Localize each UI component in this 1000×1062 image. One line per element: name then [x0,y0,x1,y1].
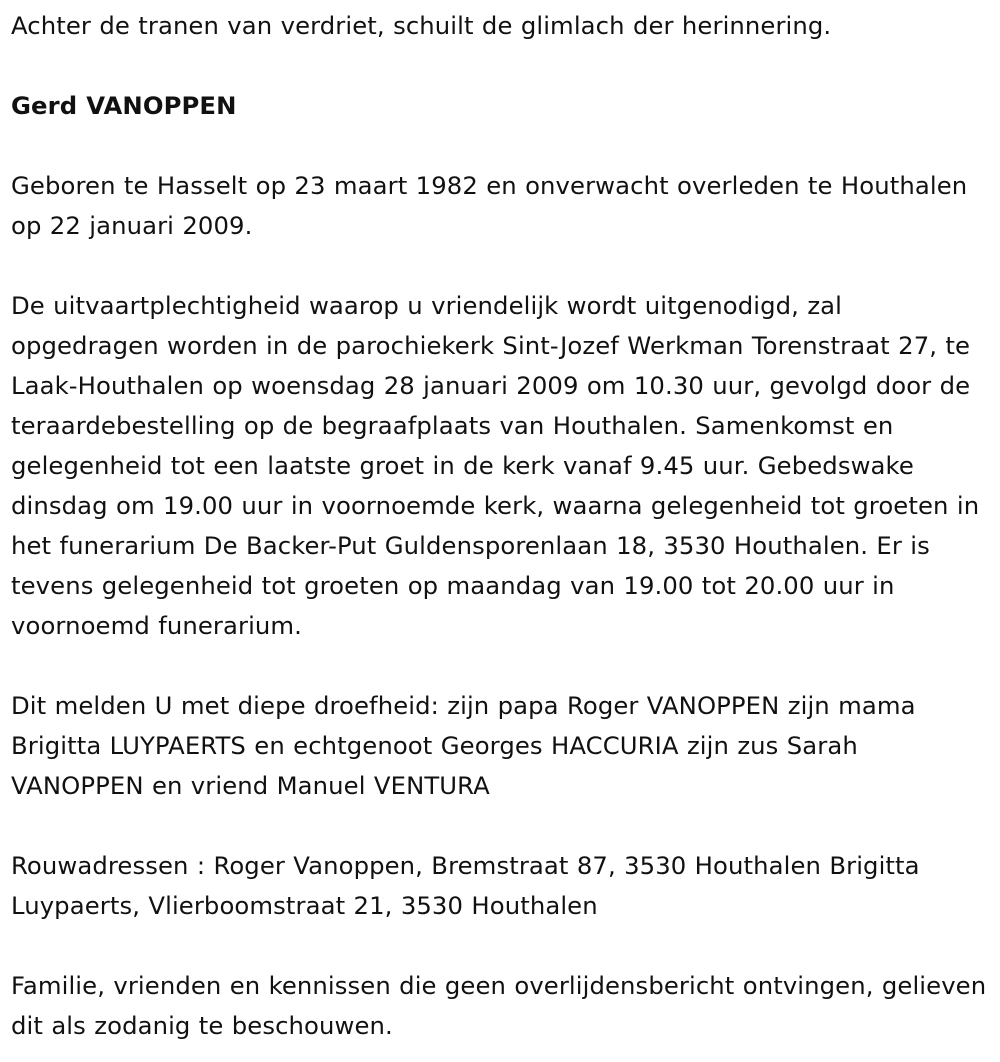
funeral-details-paragraph: De uitvaartplechtigheid waarop u vriendelijk wordt uitgenodigd, zal opgedragen worden in de parochiekerk Sint-Jozef Werkman Torenstraat 27, te Laak-Houthalen op woensdag 28 januari 2009 om 10.30 uur, gevolgd door de teraardebestelling op de begraafplaats van Houthalen. Samenkomst en gelegenheid tot een laatste groet in de kerk vanaf 9.45 uur. Gebedswake dinsdag om 19.00 uur in voornoemde kerk, waarna gelegenheid tot groeten in het funerarium De Backer-Put Guldensporenlaan 18, 3530 Houthalen. Er is tevens gelegenheid tot groeten op maandag van 19.00 tot 20.00 uur in voornoemd funerarium. [11,291,980,640]
motto-text: Achter de tranen van verdriet, schuilt de glimlach der herinnering. [11,11,832,40]
birth-death-paragraph: Geboren te Hasselt op 23 maart 1982 en onverwacht overleden te Houthalen op 22 januari 2009. [11,171,968,240]
addresses-paragraph: Rouwadressen : Roger Vanoppen, Bremstraat 87, 3530 Houthalen Brigitta Luypaerts, Vlierboomstraat 21, 3530 Houthalen [11,851,920,920]
family-paragraph: Dit melden U met diepe droefheid: zijn papa Roger VANOPPEN zijn mama Brigitta LUYPAERTS en echtgenoot Georges HACCURIA zijn zus Sarah VANOPPEN en vriend Manuel VENTURA [11,691,916,800]
deceased-name: Gerd VANOPPEN [11,91,237,120]
closing-paragraph: Familie, vrienden en kennissen die geen overlijdensbericht ontvingen, gelieven dit als zodanig te beschouwen. [11,971,987,1040]
